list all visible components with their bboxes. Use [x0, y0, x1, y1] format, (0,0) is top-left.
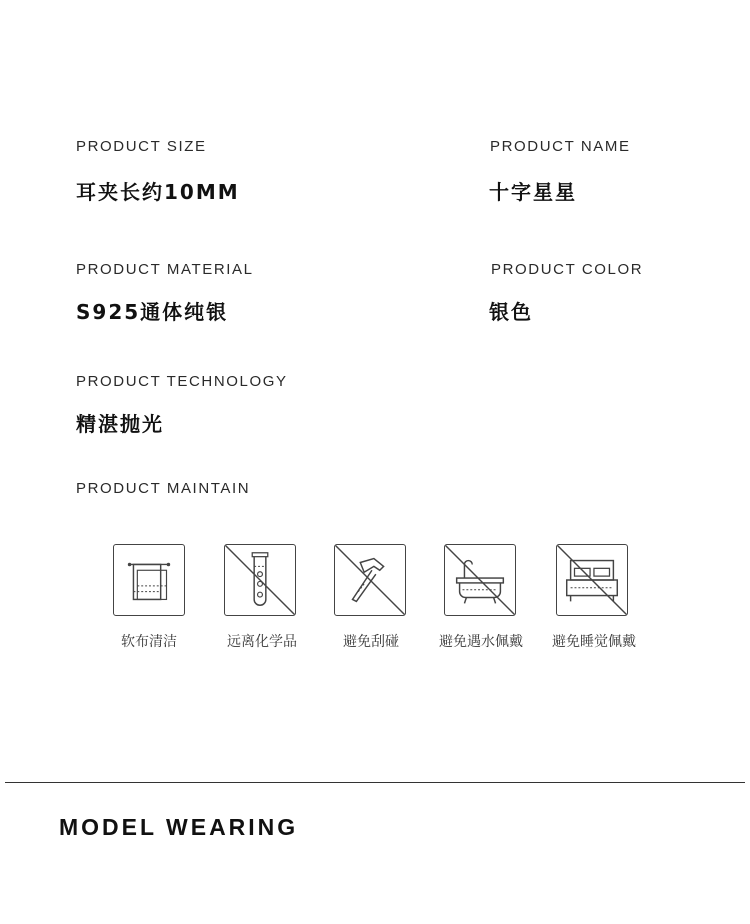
icon-caption: 远离化学品: [227, 634, 297, 650]
product-size-label: PRODUCT SIZE: [76, 138, 207, 155]
no-bath-icon: [444, 544, 516, 616]
no-bed-icon: [556, 544, 628, 616]
product-color-label: PRODUCT COLOR: [491, 261, 644, 278]
product-color-value: 银色: [489, 300, 533, 324]
no-chemicals-icon: [224, 544, 296, 616]
icon-caption: 软布清洁: [121, 634, 177, 650]
section-divider: [5, 782, 745, 783]
icon-caption: 避免刮碰: [343, 634, 399, 650]
product-material-value: S925通体纯银: [76, 300, 229, 324]
product-name-label: PRODUCT NAME: [490, 138, 631, 155]
no-hammer-icon: [334, 544, 406, 616]
model-wearing-title: MODEL WEARING: [59, 814, 299, 840]
icon-caption: 避免睡觉佩戴: [552, 634, 636, 650]
product-size-value: 耳夹长约10MM: [76, 180, 240, 204]
towel-icon: [113, 544, 185, 616]
product-name-value: 十字星星: [489, 180, 577, 204]
product-technology-value: 精湛抛光: [76, 412, 164, 436]
product-material-label: PRODUCT MATERIAL: [76, 261, 254, 278]
product-maintain-label: PRODUCT MAINTAIN: [76, 480, 251, 497]
product-technology-label: PRODUCT TECHNOLOGY: [76, 373, 288, 390]
icon-caption: 避免遇水佩戴: [439, 634, 523, 650]
